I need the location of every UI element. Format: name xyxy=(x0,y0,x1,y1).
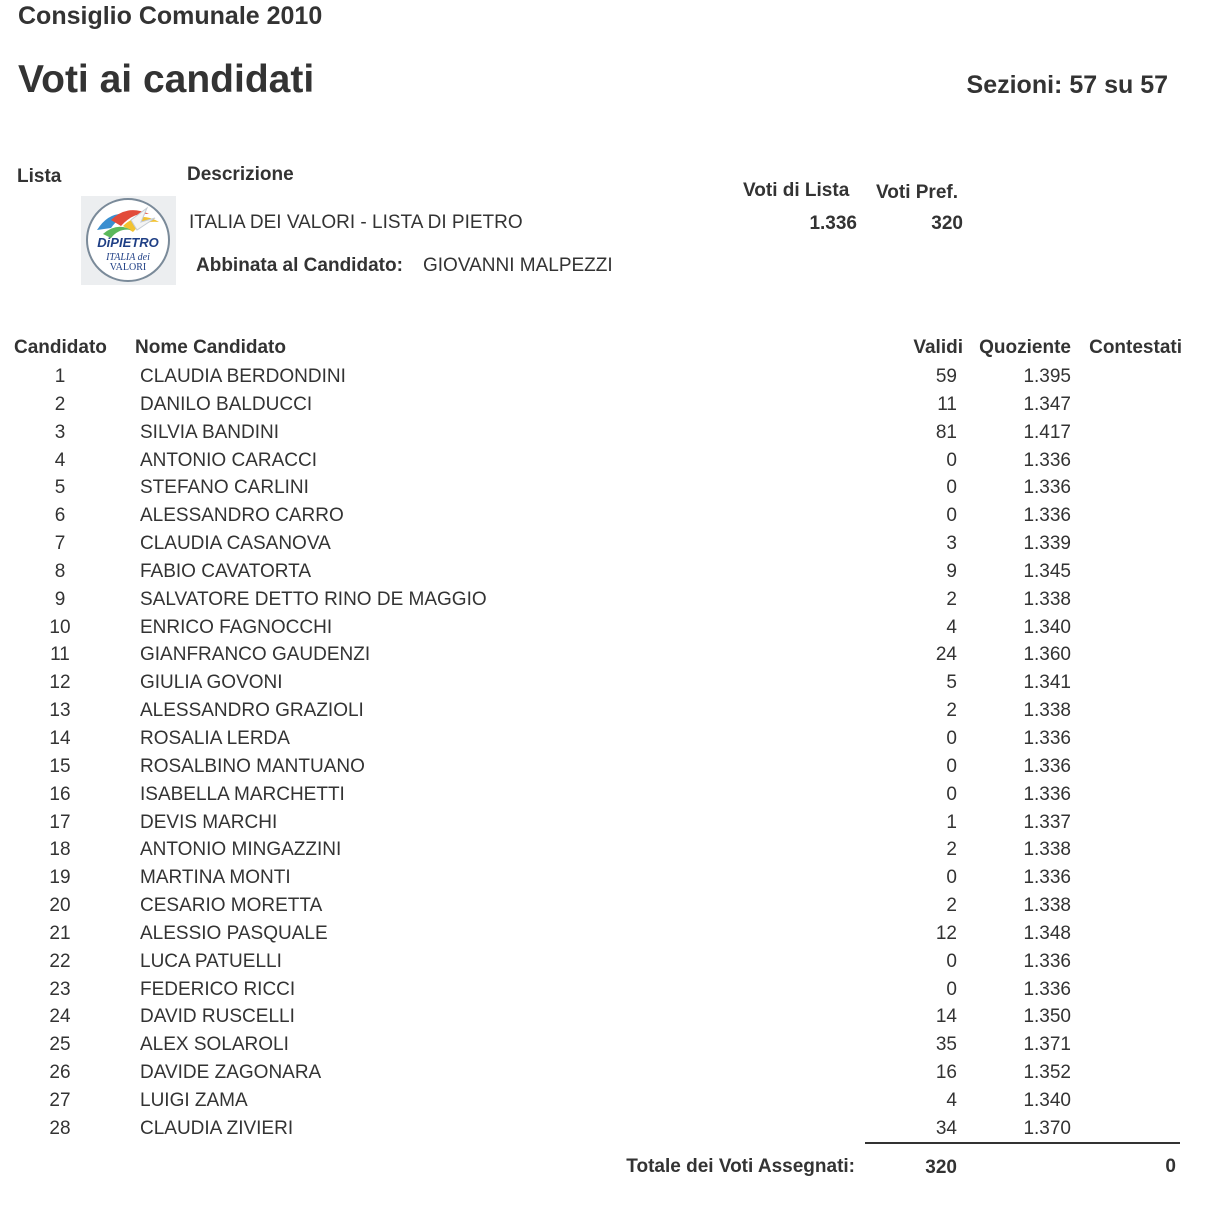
candidate-quoziente: 1.336 xyxy=(1023,505,1071,527)
candidate-name: ALESSANDRO GRAZIOLI xyxy=(140,700,364,722)
candidate-validi: 0 xyxy=(946,727,957,749)
candidate-quoziente: 1.395 xyxy=(1023,366,1071,387)
candidate-name: ENRICO FAGNOCCHI xyxy=(140,616,333,638)
candidate-validi: 0 xyxy=(946,449,957,471)
candidate-number: 25 xyxy=(49,1034,71,1056)
candidate-validi: 0 xyxy=(946,783,957,805)
candidate-validi: 2 xyxy=(946,839,957,861)
candidate-number: 24 xyxy=(49,1006,71,1028)
candidate-number: 16 xyxy=(49,783,71,805)
table-row xyxy=(0,502,1216,530)
candidate-validi: 0 xyxy=(946,505,957,527)
table-row xyxy=(0,1115,1216,1143)
totals-validi: 320 xyxy=(925,1157,957,1178)
candidate-name: ALESSANDRO CARRO xyxy=(140,505,344,527)
candidate-number: 14 xyxy=(49,727,71,749)
candidate-validi: 1 xyxy=(946,811,957,833)
col-header-quoziente: Quoziente xyxy=(979,337,1071,358)
candidate-name: SILVIA BANDINI xyxy=(140,421,280,443)
candidate-quoziente: 1.336 xyxy=(1023,755,1071,777)
candidate-name: DEVIS MARCHI xyxy=(140,811,278,833)
lista-label: Lista xyxy=(17,166,62,187)
party-logo xyxy=(81,196,176,285)
table-row xyxy=(0,363,1216,391)
voti-lista-value: 1.336 xyxy=(809,213,857,234)
candidate-name: FABIO CAVATORTA xyxy=(140,560,312,582)
col-header-nome: Nome Candidato xyxy=(135,337,286,358)
candidate-validi: 14 xyxy=(935,1006,957,1028)
descrizione-label: Descrizione xyxy=(187,164,294,185)
candidate-validi: 4 xyxy=(946,1089,957,1111)
candidate-number: 7 xyxy=(54,533,66,555)
candidate-number: 5 xyxy=(54,477,66,499)
candidate-number: 8 xyxy=(54,560,66,582)
totals-contestati: 0 xyxy=(1165,1156,1176,1177)
page-title: Voti ai candidati xyxy=(18,58,315,101)
table-row xyxy=(0,1003,1216,1031)
candidates-table xyxy=(0,363,1216,1143)
candidate-quoziente: 1.336 xyxy=(1023,449,1071,471)
candidate-quoziente: 1.352 xyxy=(1023,1062,1071,1084)
table-row xyxy=(0,1031,1216,1059)
table-row xyxy=(0,836,1216,864)
candidate-name: FEDERICO RICCI xyxy=(140,978,296,1000)
candidate-validi: 0 xyxy=(946,867,957,889)
table-row xyxy=(0,948,1216,976)
candidate-number: 23 xyxy=(49,978,71,1000)
candidate-quoziente: 1.348 xyxy=(1023,922,1071,944)
candidate-quoziente: 1.336 xyxy=(1023,783,1071,805)
candidate-quoziente: 1.371 xyxy=(1023,1034,1071,1056)
candidate-quoziente: 1.338 xyxy=(1023,895,1071,917)
candidate-quoziente: 1.339 xyxy=(1023,533,1071,555)
candidate-name: DAVIDE ZAGONARA xyxy=(140,1062,322,1084)
candidate-name: GIULIA GOVONI xyxy=(140,672,283,694)
table-row xyxy=(0,530,1216,558)
candidate-validi: 0 xyxy=(946,978,957,1000)
candidate-number: 11 xyxy=(50,644,70,666)
abbinata-candidate: GIOVANNI MALPEZZI xyxy=(423,255,613,276)
candidate-validi: 9 xyxy=(946,560,957,582)
candidate-name: CESARIO MORETTA xyxy=(140,895,323,917)
candidate-name: ISABELLA MARCHETTI xyxy=(140,783,345,805)
candidate-name: LUIGI ZAMA xyxy=(140,1089,248,1111)
table-row xyxy=(0,753,1216,781)
candidate-quoziente: 1.338 xyxy=(1023,839,1071,861)
candidate-name: LUCA PATUELLI xyxy=(140,950,282,972)
candidate-name: DAVID RUSCELLI xyxy=(140,1006,295,1028)
candidate-validi: 5 xyxy=(946,672,957,694)
table-row xyxy=(0,1059,1216,1087)
candidate-name: ROSALBINO MANTUANO xyxy=(140,755,365,777)
candidate-validi: 0 xyxy=(946,755,957,777)
candidate-number: 12 xyxy=(49,672,71,694)
table-row xyxy=(0,447,1216,475)
candidate-validi: 2 xyxy=(946,588,957,610)
candidate-number: 17 xyxy=(49,811,71,833)
candidate-number: 9 xyxy=(54,588,66,610)
candidate-name: CLAUDIA ZIVIERI xyxy=(140,1117,294,1139)
candidate-validi: 2 xyxy=(946,895,957,917)
candidate-number: 26 xyxy=(49,1062,71,1084)
col-header-contestati: Contestati xyxy=(1089,337,1182,358)
candidate-quoziente: 1.338 xyxy=(1023,588,1071,610)
table-row xyxy=(0,892,1216,920)
candidate-number: 13 xyxy=(49,700,71,722)
candidate-validi: 0 xyxy=(946,477,957,499)
table-row xyxy=(0,614,1216,642)
candidate-quoziente: 1.340 xyxy=(1023,1089,1071,1111)
candidate-number: 18 xyxy=(49,839,71,861)
logo-subtext-1: ITALIA dei xyxy=(106,252,150,263)
candidate-validi: 24 xyxy=(935,644,957,666)
candidate-name: SALVATORE DETTO RINO DE MAGGIO xyxy=(140,588,487,610)
candidate-number: 1 xyxy=(54,366,66,387)
candidate-number: 27 xyxy=(49,1089,71,1111)
table-row xyxy=(0,809,1216,837)
candidate-name: GIANFRANCO GAUDENZI xyxy=(140,644,371,666)
candidate-quoziente: 1.340 xyxy=(1023,616,1071,638)
voti-pref-value: 320 xyxy=(931,213,963,234)
candidate-number: 19 xyxy=(49,867,71,889)
sections-counter: Sezioni: 57 su 57 xyxy=(966,71,1168,99)
candidate-validi: 59 xyxy=(935,366,957,387)
candidate-quoziente: 1.337 xyxy=(1023,811,1071,833)
election-subtitle: Consiglio Comunale 2010 xyxy=(18,2,323,30)
totals-divider xyxy=(865,1142,1180,1144)
candidate-validi: 11 xyxy=(937,393,957,415)
candidate-number: 2 xyxy=(54,393,66,415)
candidate-number: 21 xyxy=(49,922,71,944)
col-header-validi: Validi xyxy=(913,337,963,358)
candidate-quoziente: 1.336 xyxy=(1023,950,1071,972)
candidate-number: 6 xyxy=(54,505,66,527)
table-row xyxy=(0,864,1216,892)
candidate-quoziente: 1.341 xyxy=(1023,672,1071,694)
candidate-validi: 12 xyxy=(935,922,957,944)
candidate-validi: 34 xyxy=(935,1117,957,1139)
candidate-validi: 35 xyxy=(935,1034,957,1056)
candidate-number: 22 xyxy=(49,950,71,972)
table-row xyxy=(0,391,1216,419)
candidate-name: CLAUDIA BERDONDINI xyxy=(140,366,346,387)
candidate-quoziente: 1.336 xyxy=(1023,978,1071,1000)
candidate-quoziente: 1.360 xyxy=(1023,644,1071,666)
candidate-number: 3 xyxy=(54,421,66,443)
col-header-candidato: Candidato xyxy=(14,337,107,358)
logo-subtext-2: VALORI xyxy=(109,262,147,273)
candidate-validi: 4 xyxy=(946,616,957,638)
abbinata-label: Abbinata al Candidato: xyxy=(196,255,403,276)
candidate-quoziente: 1.347 xyxy=(1023,393,1071,415)
table-row xyxy=(0,976,1216,1004)
candidate-name: MARTINA MONTI xyxy=(140,867,291,889)
candidate-name: STEFANO CARLINI xyxy=(140,477,309,499)
candidate-quoziente: 1.370 xyxy=(1023,1117,1071,1139)
table-row xyxy=(0,474,1216,502)
candidate-quoziente: 1.338 xyxy=(1023,700,1071,722)
candidate-quoziente: 1.336 xyxy=(1023,727,1071,749)
party-name: ITALIA DEI VALORI - LISTA DI PIETRO xyxy=(189,212,523,233)
candidate-validi: 2 xyxy=(946,700,957,722)
candidate-validi: 0 xyxy=(946,950,957,972)
candidate-name: ROSALIA LERDA xyxy=(140,727,290,749)
table-row xyxy=(0,558,1216,586)
table-row xyxy=(0,781,1216,809)
candidate-quoziente: 1.417 xyxy=(1023,421,1071,443)
candidate-quoziente: 1.345 xyxy=(1023,560,1071,582)
candidate-name: ALESSIO PASQUALE xyxy=(140,922,328,944)
logo-wordmark: DiPIETRO xyxy=(97,235,159,250)
table-row xyxy=(0,641,1216,669)
table-row xyxy=(0,725,1216,753)
table-row xyxy=(0,697,1216,725)
candidate-validi: 16 xyxy=(935,1062,957,1084)
candidate-validi: 3 xyxy=(946,533,957,555)
candidate-number: 15 xyxy=(49,755,71,777)
voti-pref-label: Voti Pref. xyxy=(876,182,958,203)
candidate-name: ANTONIO CARACCI xyxy=(140,449,318,471)
candidate-quoziente: 1.336 xyxy=(1023,867,1071,889)
candidate-number: 4 xyxy=(54,449,66,471)
candidate-quoziente: 1.350 xyxy=(1023,1006,1071,1028)
candidate-number: 10 xyxy=(49,616,71,638)
candidate-validi: 81 xyxy=(935,421,957,443)
table-row xyxy=(0,920,1216,948)
voti-lista-label: Voti di Lista xyxy=(743,180,850,201)
candidate-name: ALEX SOLAROLI xyxy=(140,1034,289,1056)
totals-label: Totale dei Voti Assegnati: xyxy=(626,1156,855,1177)
candidate-name: ANTONIO MINGAZZINI xyxy=(140,839,342,861)
candidate-quoziente: 1.336 xyxy=(1023,477,1071,499)
table-row xyxy=(0,419,1216,447)
party-logo-emblem xyxy=(81,196,176,285)
table-row xyxy=(0,669,1216,697)
table-row xyxy=(0,1087,1216,1115)
candidate-name: DANILO BALDUCCI xyxy=(140,393,313,415)
table-row xyxy=(0,586,1216,614)
candidate-number: 28 xyxy=(49,1117,71,1139)
candidate-number: 20 xyxy=(49,895,71,917)
candidate-name: CLAUDIA CASANOVA xyxy=(140,533,331,555)
